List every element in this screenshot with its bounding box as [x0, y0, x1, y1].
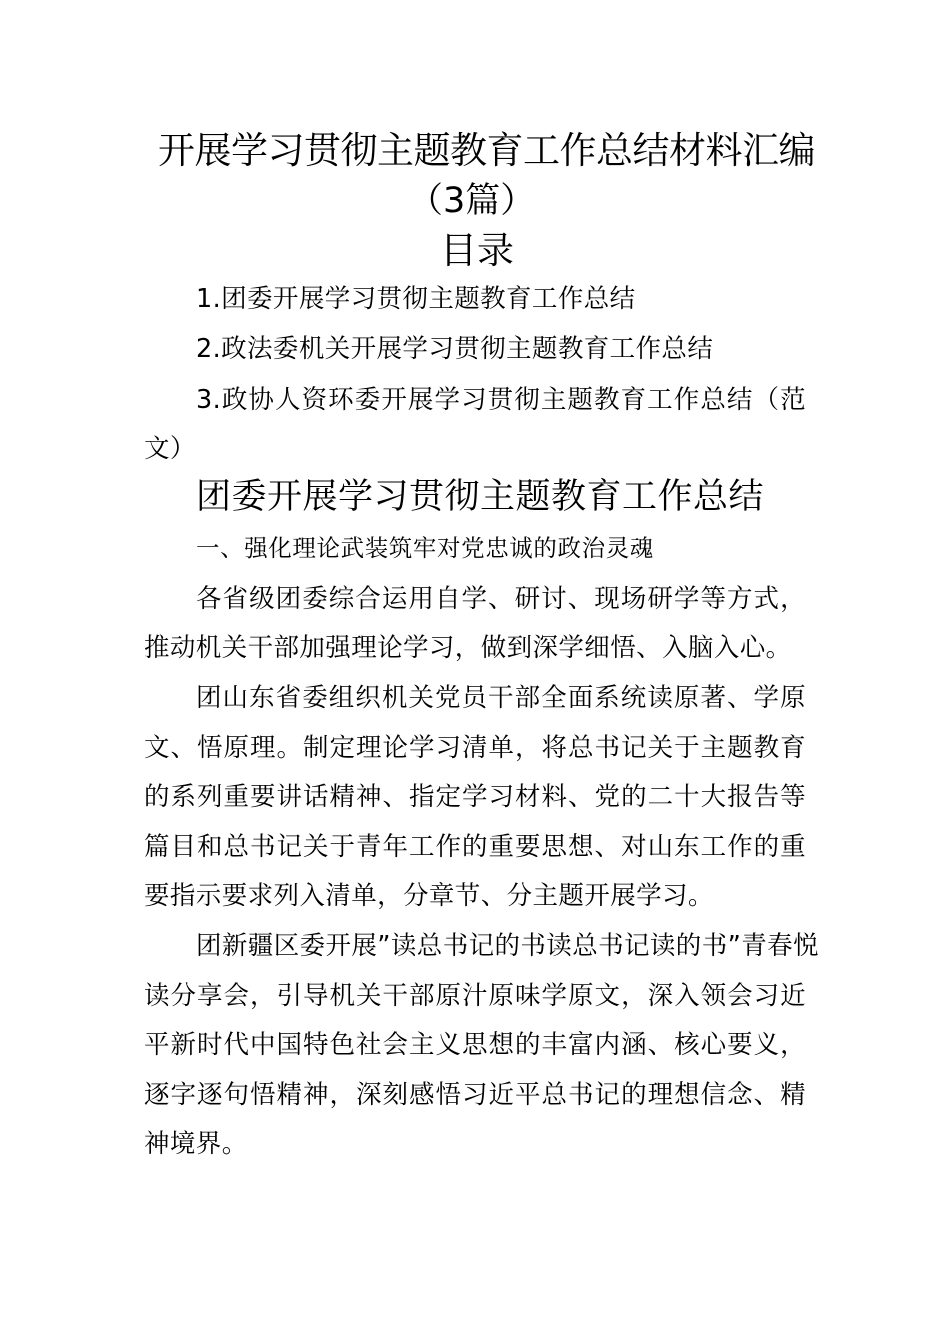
- document-title-count: （3篇）: [408, 181, 536, 221]
- paragraph-line: 逐字逐句悟精神，深刻感悟习近平总书记的理想信念、精: [144, 1080, 806, 1110]
- paragraph-line: 的系列重要讲话精神、指定学习材料、党的二十大报告等: [144, 782, 806, 812]
- paragraph-line: 平新时代中国特色社会主义思想的丰富内涵、核心要义，: [144, 1030, 806, 1060]
- toc-item: 2.政法委机关开展学习贯彻主题教育工作总结: [196, 334, 714, 364]
- toc-item: 1.团委开展学习贯彻主题教育工作总结: [196, 284, 636, 314]
- section-subheading: 一、强化理论武装筑牢对党忠诚的政治灵魂: [196, 534, 654, 562]
- paragraph-line: 各省级团委综合运用自学、研讨、现场研学等方式，: [196, 584, 806, 614]
- paragraph-line: 团山东省委组织机关党员干部全面系统读原著、学原: [196, 683, 806, 713]
- toc-item-continuation: 文）: [144, 434, 196, 464]
- toc-item: 3.政协人资环委开展学习贯彻主题教育工作总结（范: [196, 385, 806, 415]
- paragraph-line: 要指示要求列入清单，分章节、分主题开展学习。: [144, 881, 714, 911]
- paragraph-line: 读分享会，引导机关干部原汁原味学原文，深入领会习近: [144, 981, 806, 1011]
- toc-heading: 目录: [440, 229, 514, 272]
- paragraph-line: 篇目和总书记关于青年工作的重要思想、对山东工作的重: [144, 832, 806, 862]
- section-title: 团委开展学习贯彻主题教育工作总结: [196, 477, 765, 517]
- paragraph-line: 文、悟原理。制定理论学习清单，将总书记关于主题教育: [144, 733, 806, 763]
- paragraph-line: 推动机关干部加强理论学习，做到深学细悟、入脑入心。: [144, 633, 792, 663]
- document-title: 开展学习贯彻主题教育工作总结材料汇编: [158, 129, 815, 172]
- paragraph-line: 团新疆区委开展”读总书记的书读总书记读的书”青春悦: [196, 931, 819, 961]
- paragraph-line: 神境界。: [144, 1129, 248, 1159]
